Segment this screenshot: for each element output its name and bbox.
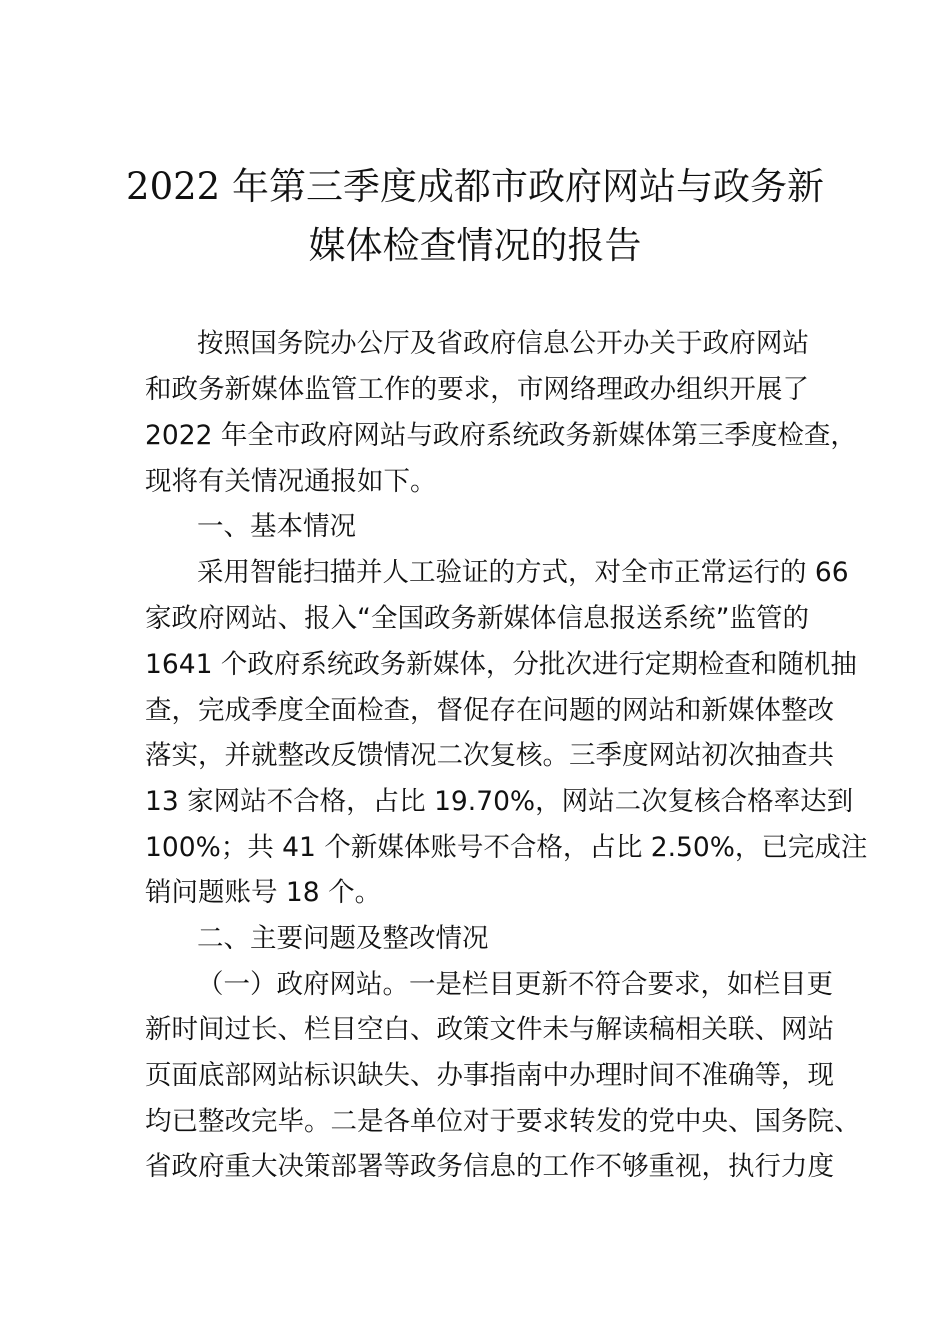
- paragraph-line: 落实，并就整改反馈情况二次复核。三季度网站初次抽查共: [145, 740, 834, 771]
- report-title-line-2: 媒体检查情况的报告: [308, 224, 642, 267]
- section-heading-basic-situation: 一、基本情况: [197, 511, 356, 542]
- paragraph-line: 新时间过长、栏目空白、政策文件未与解读稿相关联、网站: [145, 1014, 834, 1045]
- paragraph-line: 省政府重大决策部署等政务信息的工作不够重视，执行力度: [145, 1151, 834, 1182]
- paragraph-line: 现将有关情况通报如下。: [145, 466, 437, 497]
- paragraph-line: 页面底部网站标识缺失、办事指南中办理时间不准确等，现: [145, 1060, 834, 1091]
- paragraph-line: 查，完成季度全面检查，督促存在问题的网站和新媒体整改: [145, 695, 834, 726]
- paragraph-line: 100%；共 41 个新媒体账号不合格，占比 2.50%，已完成注: [145, 832, 868, 863]
- section-heading-main-problems: 二、主要问题及整改情况: [197, 923, 489, 954]
- paragraph-line: 1641 个政府系统政务新媒体，分批次进行定期检查和随机抽: [145, 649, 857, 680]
- paragraph-line: 2022 年全市政府网站与政府系统政务新媒体第三季度检查，: [145, 420, 857, 451]
- paragraph-line: 13 家网站不合格，占比 19.70%，网站二次复核合格率达到: [145, 786, 854, 817]
- paragraph-line: 和政务新媒体监管工作的要求，市网络理政办组织开展了: [145, 374, 809, 405]
- paragraph-line: 均已整改完毕。二是各单位对于要求转发的党中央、国务院、: [145, 1106, 861, 1137]
- paragraph-line: 按照国务院办公厅及省政府信息公开办关于政府网站: [197, 328, 809, 359]
- report-title-line-1: 2022 年第三季度成都市政府网站与政务新: [126, 165, 824, 208]
- paragraph-line: 家政府网站、报入“全国政务新媒体信息报送系统”监管的: [145, 603, 809, 634]
- paragraph-line: （一）政府网站。一是栏目更新不符合要求，如栏目更: [197, 969, 833, 1000]
- paragraph-line: 销问题账号 18 个。: [145, 877, 382, 908]
- paragraph-line: 采用智能扫描并人工验证的方式，对全市正常运行的 66: [197, 557, 849, 588]
